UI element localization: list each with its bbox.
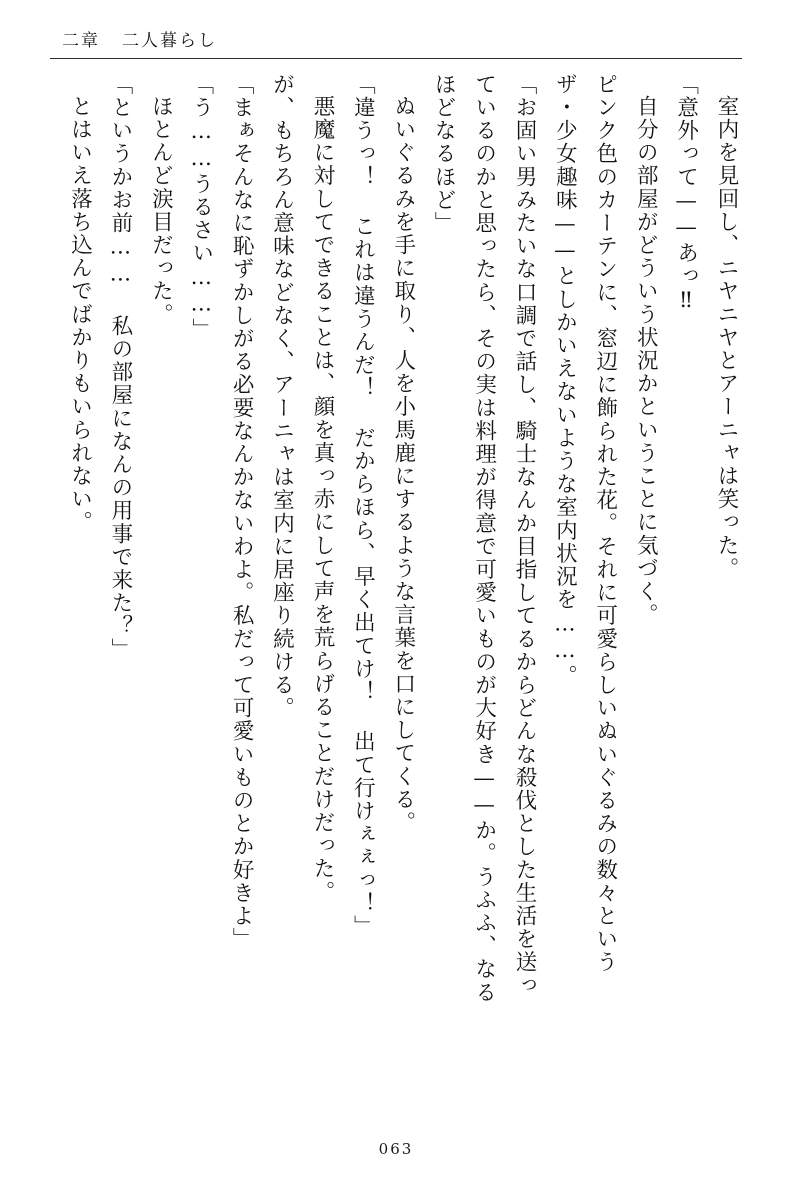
paragraph: 「お固い男みたいな口調で話し、騎士なんか目指してるからどんな殺伐とした生活を送っ — [511, 73, 537, 997]
paragraph: 「というかお前…… 私の部屋になんの用事で来た？」 — [107, 73, 133, 661]
paragraph: 自分の部屋がどういう状況かということに気づく。 — [633, 94, 659, 626]
paragraph: ほとんど涙目だった。 — [148, 94, 174, 326]
paragraph: ほどなるほど」 — [431, 73, 457, 235]
vertical-body-text — [46, 73, 746, 1133]
running-head — [46, 22, 746, 56]
header-rule — [50, 58, 742, 59]
paragraph: 「まぁそんなに恥ずかしがる必要なんかないわよ。私だって可愛いものとか好きよ」 — [229, 73, 255, 951]
paragraph: 「違うっ！ これは違うんだ！ だからほら、早く出てけ！ 出て行けぇぇっ！」 — [350, 73, 376, 939]
body-area — [46, 73, 746, 1140]
paragraph: ぬいぐるみを手に取り、人を小馬鹿にするような言葉を口にしてくる。 — [390, 94, 416, 834]
chapter-number: 二章 — [62, 31, 100, 51]
page-number: 063 — [378, 1140, 414, 1158]
paragraph: 悪魔に対してできることは、顔を真っ赤にして声を荒らげることだけだった。 — [309, 94, 335, 903]
paragraph: 「意外って——あっ‼ — [673, 73, 699, 315]
running-head-text — [62, 26, 217, 51]
paragraph: ザ・少女趣味——としかいえないような室内状況を……。 — [552, 73, 578, 688]
paragraph: ているのかと思ったら、その実は料理が得意で可愛いものが大好き——か。うふふ、なる — [471, 73, 497, 1004]
paragraph: とはいえ落ち込んでばかりもいられない。 — [67, 94, 93, 534]
paragraph: 室内を見回し、ニヤニヤとアーニャは笑った。 — [714, 94, 739, 580]
chapter-title: 二人暮らし — [122, 31, 217, 51]
paragraph: ピンク色のカーテンに、窓辺に飾られた花。それに可愛らしいぬいぐるみの数々という — [592, 73, 618, 974]
paragraph: 「う……うるさい……」 — [188, 73, 214, 342]
paragraph: が、もちろん意味などなく、アーニャは室内に居座り続ける。 — [269, 73, 295, 720]
